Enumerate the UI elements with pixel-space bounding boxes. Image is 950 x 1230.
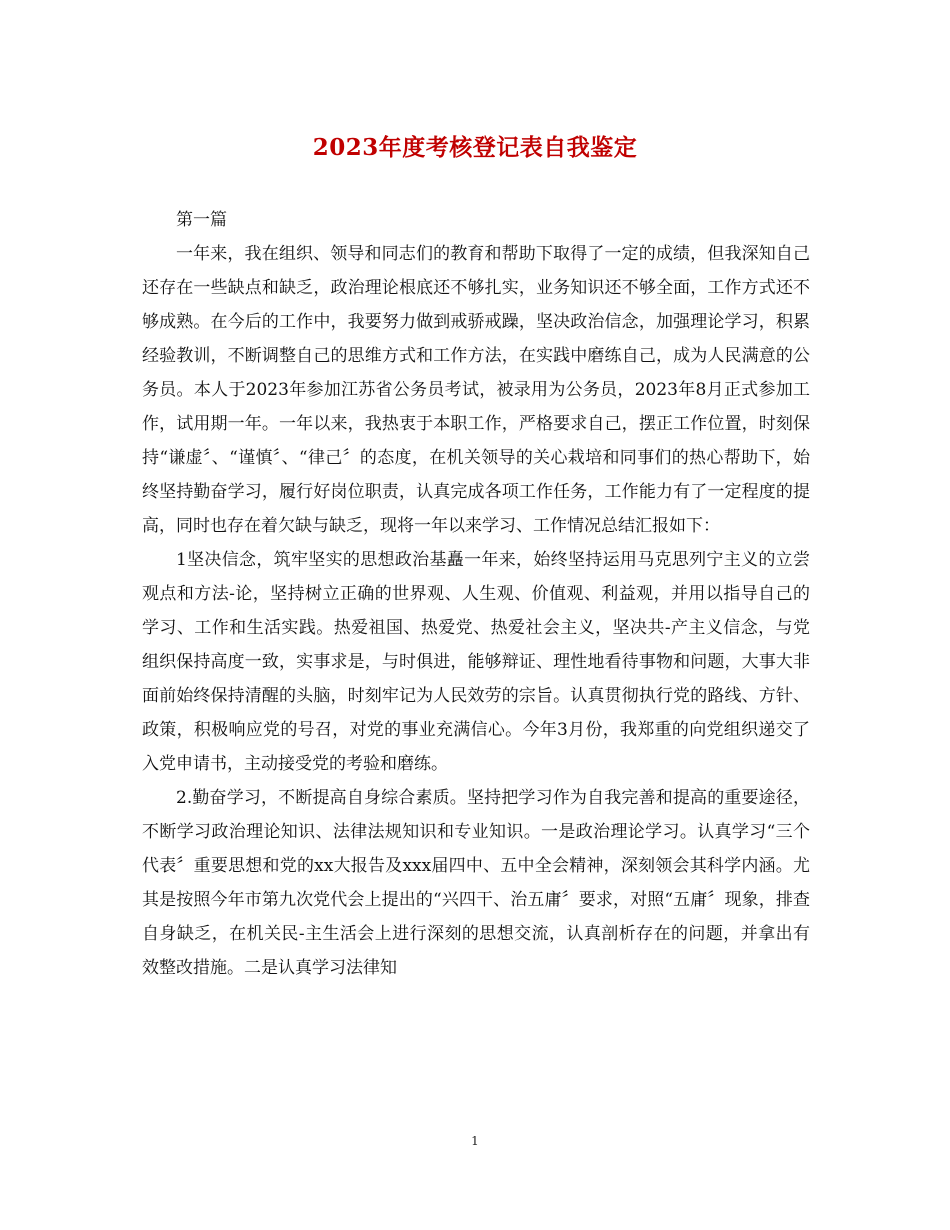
paragraph: 一年来，我在组织、领导和同志们的教育和帮助下取得了一定的成绩，但我深知自己还存在一些缺点和缺乏，政治理论根底还不够扎实，业务知识还不够全面，工作方式还不够成熟。在今后的工作中，我要努力做到戒骄戒躁，坚决政治信念，加强理论学习，积累经验教训，不断调整自己的思维方式和工作方法，在实践中磨练自己，成为人民满意的公务员。本人于2023年参加江苏省公务员考试，被录用为公务员，2023年8月正式参加工作，试用期一年。一年以来，我热衷于本职工作，严格要求自己，摆正工作位置，时刻保持“谦虚〞、“谨慎〞、“律己〞的态度，在机关领导的关心栽培和同事们的热心帮助下，始终坚持勤奋学习，履行好岗位职责，认真完成各项工作任务，工作能力有了一定程度的提高，同时也存在着欠缺与缺乏，现将一年以来学习、工作情况总结汇报如下： (142, 244, 810, 536)
document-body (142, 203, 810, 985)
section-heading: 第一篇 (176, 210, 227, 230)
paragraph: 1坚决信念，筑牢坚实的思想政治基矗一年来，始终坚持运用马克思列宁主义的立尝观点和方法-论，坚持树立正确的世界观、人生观、价值观、利益观，并用以指导自己的学习、工作和生活实践。热爱祖国、热爱党、热爱社会主义，坚决共-产主义信念，与党组织保持高度一致，实事求是，与时俱进，能够辩证、理性地看待事物和问题，大事大非面前始终保持清醒的头脑，时刻牢记为人民效劳的宗旨。认真贯彻执行党的路线、方针、政策，积极响应党的号召，对党的事业充满信心。今年3月份，我郑重的向党组织递交了入党申请书，主动接受党的考验和磨练。 (142, 550, 810, 774)
paragraph: 2.勤奋学习，不断提高自身综合素质。坚持把学习作为自我完善和提高的重要途径，不断学习政治理论知识、法律法规知识和专业知识。一是政治理论学习。认真学习“三个代表〞重要思想和党的xx大报告及xxx届四中、五中全会精神，深刻领会其科学内涵。尤其是按照今年市第九次党代会上提出的“兴四干、治五庸〞要求，对照“五庸〞现象，排查自身缺乏，在机关民-主生活会上进行深刻的思想交流，认真剖析存在的问题，并拿出有效整改措施。二是认真学习法律知 (142, 788, 810, 978)
page-number: 1 (471, 1134, 479, 1148)
document-title: 2023年度考核登记表自我鉴定 (312, 134, 638, 161)
